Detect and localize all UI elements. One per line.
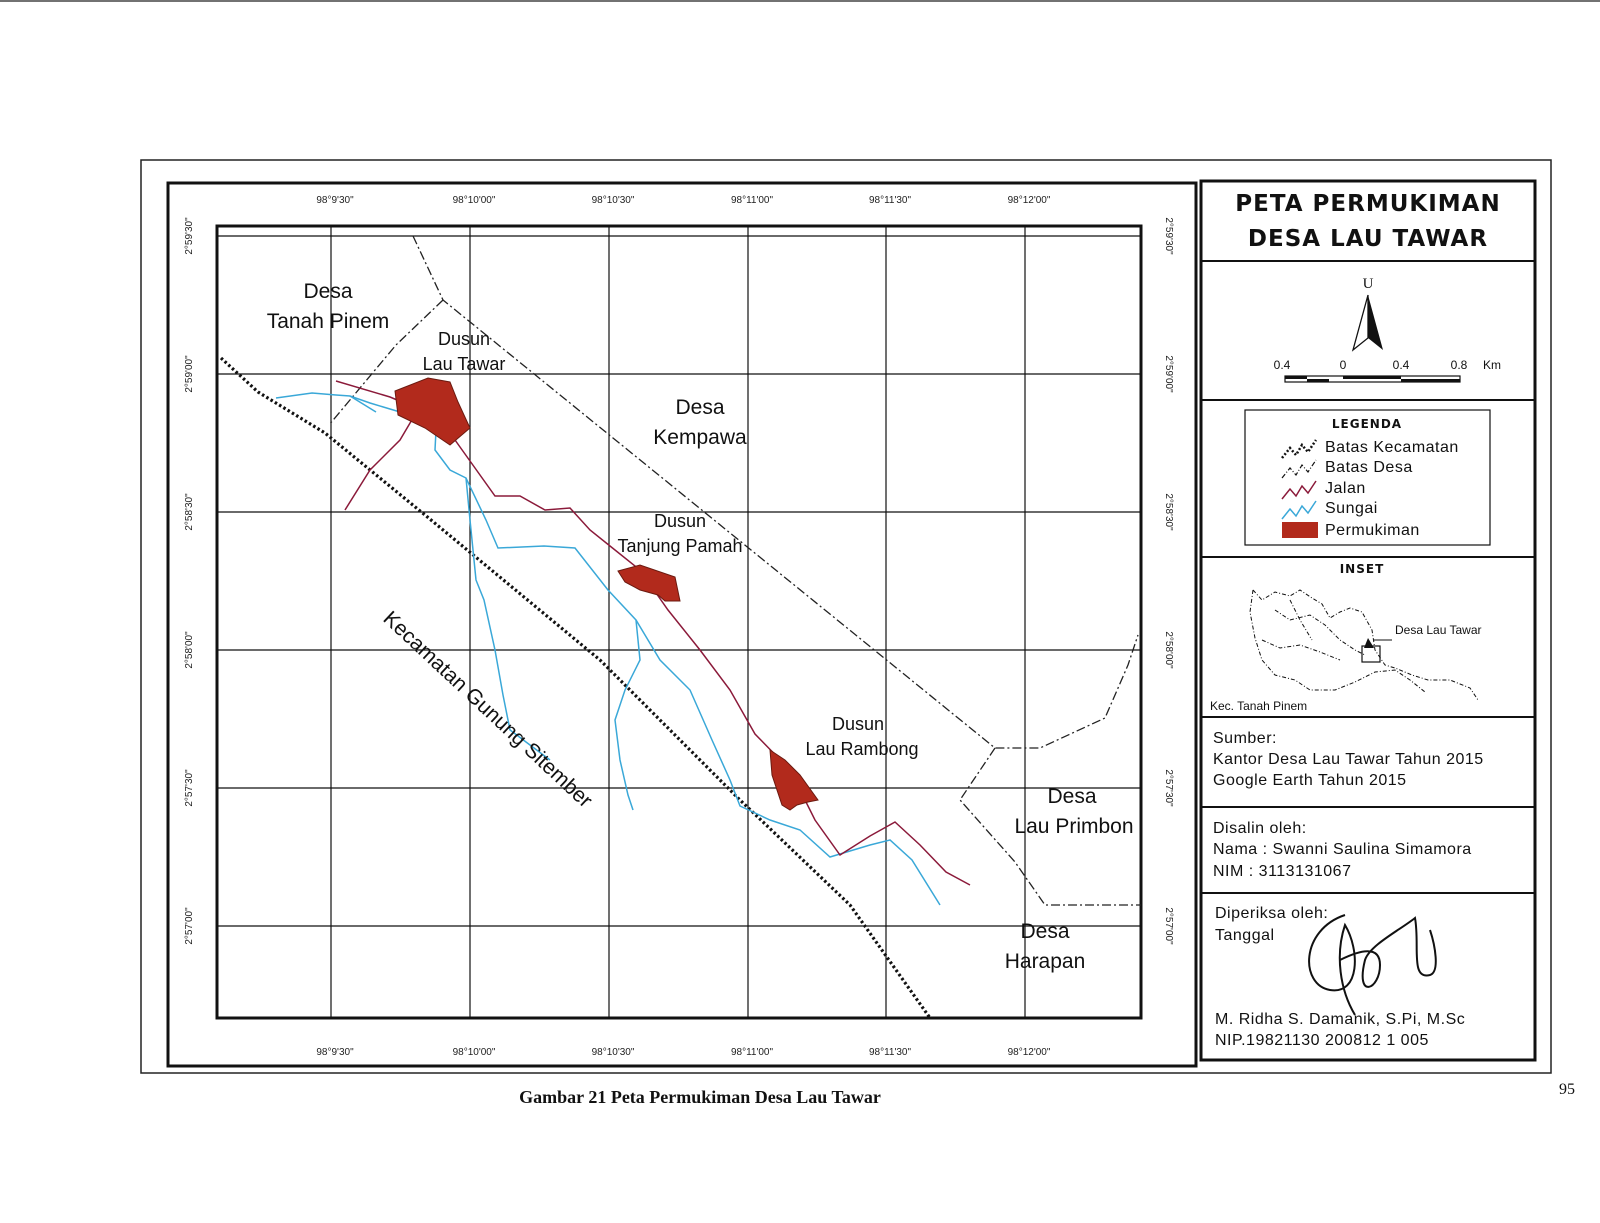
legend <box>1245 410 1490 545</box>
copied-by-name: Nama : Swanni Saulina Simamora <box>1213 841 1472 858</box>
legend-item: Sungai <box>1325 500 1378 517</box>
north-arrow-icon <box>1353 276 1383 350</box>
legend-item: Batas Desa <box>1325 459 1413 476</box>
rivers <box>276 393 940 905</box>
place-label: Desa <box>1020 920 1070 943</box>
source-heading: Sumber: <box>1213 730 1277 747</box>
place-label: Lau Rambong <box>805 739 919 759</box>
roads <box>336 381 970 885</box>
lon-label: 98°10'30" <box>591 1047 635 1058</box>
figure-caption: Gambar 21 Peta Permukiman Desa Lau Tawar <box>519 1087 881 1107</box>
kecamatan-boundary <box>221 358 930 1018</box>
lon-labels-bottom <box>316 1047 1050 1058</box>
map-title-line2: DESA LAU TAWAR <box>1247 226 1489 252</box>
lat-label: 2°59'30" <box>184 217 195 255</box>
place-labels <box>267 280 1134 973</box>
lat-label: 2°57'30" <box>1163 769 1174 807</box>
scale-label: 0.4 <box>1273 358 1291 372</box>
scale-label: 0.4 <box>1392 358 1410 372</box>
lat-labels-left <box>184 217 195 945</box>
place-label: Lau Primbon <box>1014 815 1134 838</box>
lat-label: 2°58'30" <box>184 493 195 531</box>
legend-heading: LEGENDA <box>1331 417 1403 431</box>
lat-label: 2°59'00" <box>184 355 195 393</box>
scale-unit: Km <box>1483 358 1501 372</box>
settlement-tanjung-pamah <box>618 565 680 601</box>
checked-by-date: Tanggal <box>1215 927 1275 944</box>
lon-label: 98°10'30" <box>591 195 635 206</box>
north-label: U <box>1362 276 1374 292</box>
lon-label: 98°10'00" <box>452 195 496 206</box>
place-label: Desa <box>675 396 725 419</box>
lon-label: 98°9'30" <box>316 1047 354 1058</box>
place-label: Kempawa <box>653 426 747 449</box>
graticule <box>217 226 1141 1018</box>
lat-label: 2°58'00" <box>1163 631 1174 669</box>
place-label: Dusun <box>653 511 707 531</box>
river-icon <box>1282 501 1316 519</box>
inset-kec-label: Kec. Tanah Pinem <box>1210 699 1308 713</box>
lat-label: 2°57'00" <box>184 907 195 945</box>
lat-label: 2°59'30" <box>1163 217 1174 255</box>
place-label: Desa <box>1047 785 1097 808</box>
scale-bar <box>1274 358 1501 382</box>
source-line1: Kantor Desa Lau Tawar Tahun 2015 <box>1213 751 1484 768</box>
lon-label: 98°11'00" <box>730 1047 774 1058</box>
lat-label: 2°58'30" <box>1163 493 1174 531</box>
map-title-line1: PETA PERMUKIMAN <box>1235 191 1501 217</box>
lon-label: 98°11'30" <box>868 195 912 206</box>
kecamatan-boundary-icon <box>1282 440 1316 458</box>
place-label: Dusun <box>831 714 885 734</box>
legend-item: Jalan <box>1325 480 1366 497</box>
settlements <box>395 378 818 810</box>
inset-locator-box <box>1362 646 1380 662</box>
lon-label: 98°12'00" <box>1007 195 1051 206</box>
checked-by-name: M. Ridha S. Damanik, S.Pi, M.Sc <box>1215 1011 1466 1028</box>
lon-label: 98°11'00" <box>730 195 774 206</box>
lat-label: 2°58'00" <box>184 631 195 669</box>
inset-desa-label: Desa Lau Tawar <box>1395 623 1482 637</box>
road-icon <box>1282 481 1316 499</box>
legend-item: Batas Kecamatan <box>1325 439 1459 456</box>
page-number: 95 <box>1559 1081 1575 1098</box>
lat-labels-right <box>1163 217 1174 945</box>
kecamatan-label: Kecamatan Gunung Sitember <box>378 606 597 813</box>
lon-labels-top <box>316 195 1050 206</box>
copied-by-nim: NIM : 3113131067 <box>1213 863 1352 880</box>
panel-dividers <box>1201 261 1535 893</box>
place-label: Harapan <box>1004 950 1086 973</box>
lon-label: 98°12'00" <box>1007 1047 1051 1058</box>
lon-label: 98°10'00" <box>452 1047 496 1058</box>
settlement-icon <box>1282 522 1318 538</box>
signature-icon <box>1309 915 1436 1015</box>
place-label: Lau Tawar <box>422 354 506 374</box>
lon-label: 98°9'30" <box>316 195 354 206</box>
source-line2: Google Earth Tahun 2015 <box>1213 772 1407 789</box>
copied-by-heading: Disalin oleh: <box>1213 820 1307 837</box>
settlement-lau-rambong <box>770 750 818 810</box>
lat-label: 2°59'00" <box>1163 355 1174 393</box>
place-label: Dusun <box>437 329 491 349</box>
inset-locator-icon <box>1364 638 1374 648</box>
checked-by-nip: NIP.19821130 200812 1 005 <box>1215 1032 1429 1049</box>
village-boundary-icon <box>1282 460 1316 478</box>
scale-label: 0.8 <box>1450 358 1468 372</box>
map-neatline <box>217 226 1141 1018</box>
settlement-lau-tawar <box>395 378 470 445</box>
scale-label: 0 <box>1339 358 1347 372</box>
checked-by-heading: Diperiksa oleh: <box>1215 905 1329 922</box>
lat-label: 2°57'00" <box>1163 907 1174 945</box>
place-label: Tanah Pinem <box>266 310 390 333</box>
lat-label: 2°57'30" <box>184 769 195 807</box>
legend-item: Permukiman <box>1325 522 1420 539</box>
inset-map <box>1210 562 1482 713</box>
lon-label: 98°11'30" <box>868 1047 912 1058</box>
place-label: Tanjung Pamah <box>617 536 743 556</box>
place-label: Desa <box>303 280 353 303</box>
inset-heading: INSET <box>1339 562 1385 576</box>
